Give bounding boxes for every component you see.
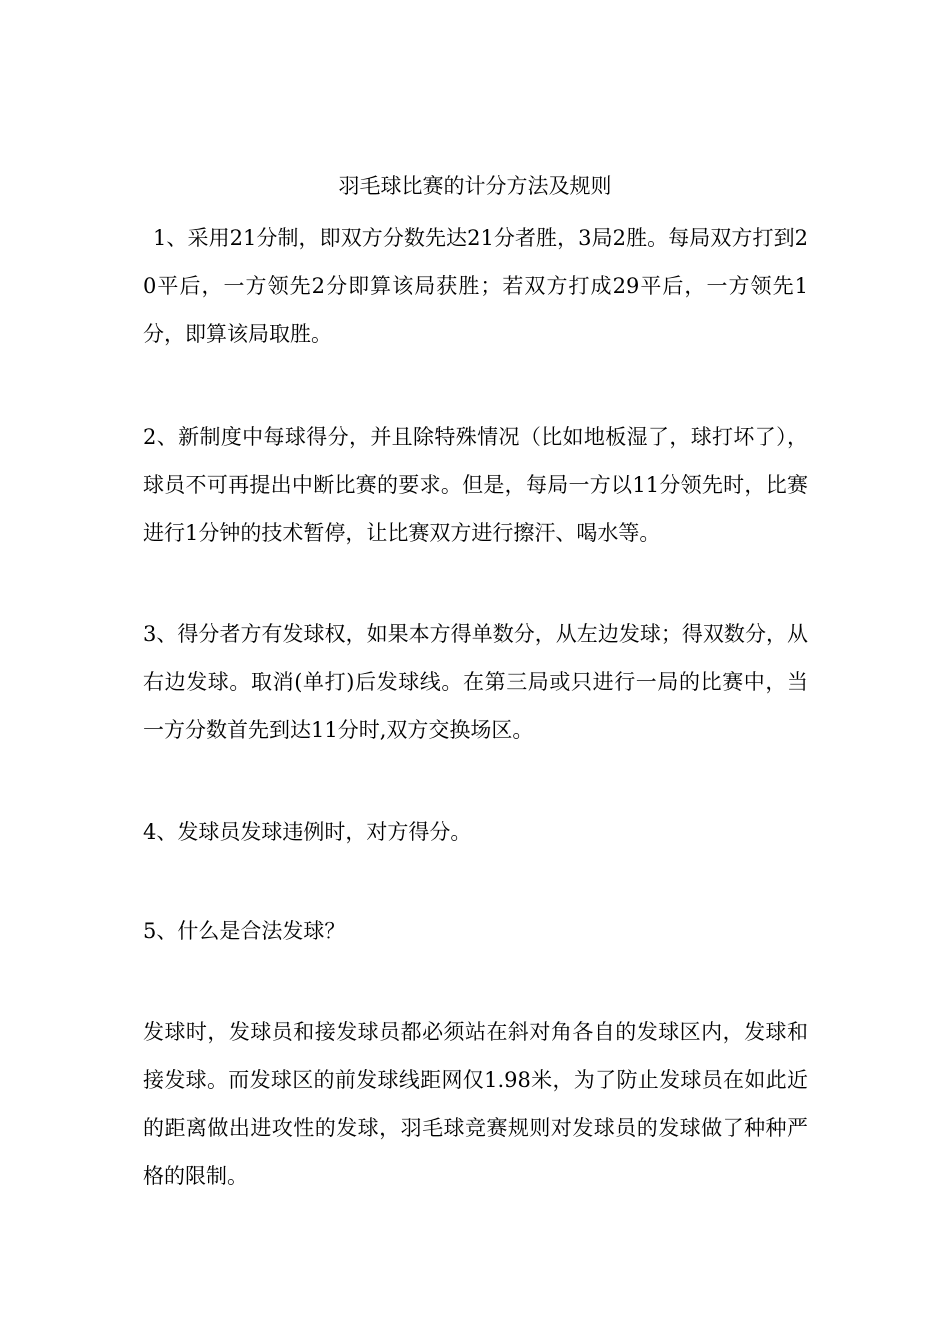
paragraph-rule-2: 2、新制度中每球得分，并且除特殊情况（比如地板湿了，球打坏了），球员不可再提出中断比赛的要求。但是，每局一方以11分领先时，比赛进行1分钟的技术暂停，让比赛双方进行擦汗、喝水等。 bbox=[143, 425, 808, 545]
paragraph-rule-4: 4、发球员发球违例时，对方得分。 bbox=[143, 820, 472, 844]
paragraph-legal-serve: 发球时，发球员和接发球员都必须站在斜对角各自的发球区内，发球和接发球。而发球区的前发球线距网仅1.98米，为了防止发球员在如此近的距离做出进攻性的发球，羽毛球竞赛规则对发球员的发球做了种种严格的限制。 bbox=[143, 1020, 808, 1188]
document-title: 羽毛球比赛的计分方法及规则 bbox=[338, 174, 612, 198]
paragraph-rule-1: 1、采用21分制，即双方分数先达21分者胜，3局2胜。每局双方打到20平后，一方领先2分即算该局获胜；若双方打成29平后，一方领先1分，即算该局取胜。 bbox=[143, 226, 808, 346]
paragraph-rule-3: 3、得分者方有发球权，如果本方得单数分，从左边发球；得双数分，从右边发球。取消(单打)后发球线。在第三局或只进行一局的比赛中，当一方分数首先到达11分时,双方交换场区。 bbox=[143, 622, 808, 742]
paragraph-rule-5-question: 5、什么是合法发球？ bbox=[143, 919, 346, 943]
